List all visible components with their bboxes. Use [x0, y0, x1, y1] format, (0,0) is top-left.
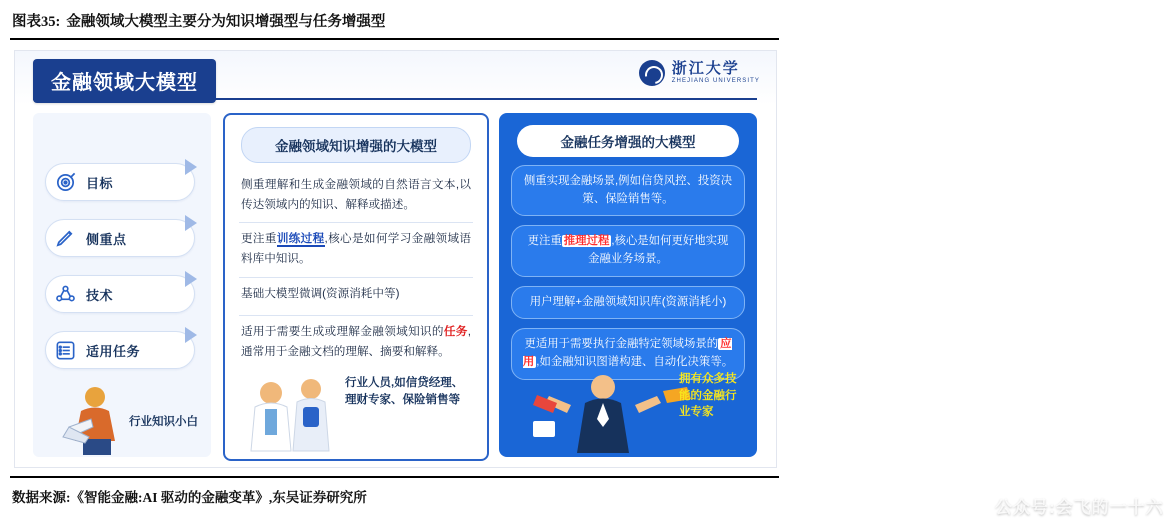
left-item-label: 目标	[86, 175, 114, 191]
left-person-note: 行业知识小白	[129, 416, 198, 428]
arrow-right-icon	[185, 159, 197, 175]
divider-bottom	[10, 476, 779, 478]
left-item-target[interactable]	[45, 163, 195, 201]
people-network-icon	[54, 283, 77, 306]
task-model-panel	[499, 113, 1164, 517]
left-item-tasks[interactable]	[45, 331, 195, 369]
pen-icon	[54, 227, 77, 250]
arrow-right-icon	[185, 215, 197, 231]
middle-person-note: 行业人员,如信贷经理、理财专家、保险销售等	[345, 377, 464, 407]
knowledge-row-tasks: 适用于需要生成或理解金融领域知识的任务,通常用于金融文档的理解、摘要和解释。	[241, 324, 471, 358]
title-underline	[33, 98, 757, 100]
left-item-technology[interactable]	[45, 275, 195, 313]
right-person-note: 拥有众多技能的金融行业专家	[679, 373, 737, 419]
figure-title: 金融领域大模型主要分为知识增强型与任务增强型	[66, 14, 386, 30]
knowledge-model-panel	[223, 113, 489, 461]
task-application-highlight: 应用	[522, 338, 732, 369]
task-pill-technology: 用户理解+金融领域知识库(资源消耗小)	[511, 286, 745, 320]
watermark-dots-icon	[969, 495, 995, 513]
left-item-focus[interactable]	[45, 219, 195, 257]
slide-header	[15, 51, 776, 105]
target-icon	[54, 171, 77, 194]
logo-name-en: ZHEJIANG UNIVERSITY	[671, 77, 760, 84]
knowledge-task-highlight: 任务	[443, 324, 468, 338]
left-item-label: 适用任务	[86, 343, 141, 359]
slide-title: 金融领域大模型	[33, 59, 216, 103]
knowledge-row-goal: 侧重理解和生成金融领域的自然语言文本,以传达领域内的知识、解释或描述。	[239, 169, 473, 223]
left-category-list	[45, 163, 199, 387]
task-focus-highlight: 推理过程	[563, 235, 610, 248]
watermark-text: 公众号:会飞的一十六	[995, 498, 1164, 517]
arrow-right-icon	[185, 327, 197, 343]
arrow-right-icon	[185, 271, 197, 287]
logo-name-cn: 浙江大学	[671, 60, 740, 77]
doctor-advisor-icon	[241, 367, 471, 455]
university-emblem-icon	[639, 60, 665, 86]
task-model-pills	[511, 165, 745, 389]
knowledge-model-rows	[239, 169, 473, 369]
task-model-heading: 金融任务增强的大模型	[517, 125, 739, 157]
knowledge-row-focus: 更注重训练过程,核心是如何学习金融领域语料库中知识。	[239, 223, 473, 277]
task-pill-focus: 更注重 推理过程 ,核心是如何更好地实现金融业务场景。	[511, 225, 745, 276]
arrow-column	[185, 113, 207, 457]
university-logo	[639, 60, 760, 86]
task-pill-goal: 侧重实现金融场景,例如信贷风控、投资决策、保险销售等。	[511, 165, 745, 216]
checklist-icon	[54, 339, 77, 362]
left-item-label: 技术	[86, 287, 114, 303]
logo-text-group	[672, 62, 760, 84]
person-reading-icon	[43, 381, 203, 457]
knowledge-focus-underline: 训练过程	[276, 232, 325, 246]
figure-caption	[12, 10, 777, 31]
knowledge-row-technology: 基础大模型微调(资源消耗中等)	[239, 278, 473, 316]
task-pill-application: 更适用于需要执行金融特定领域场景的 应用 ,如金融知识图谱构建、自动化决策等。	[511, 328, 745, 379]
figure-label: 图表35:	[12, 14, 61, 30]
knowledge-model-heading: 金融领域知识增强的大模型	[241, 127, 471, 163]
left-item-label: 侧重点	[86, 231, 127, 247]
multitasking-expert-icon	[507, 361, 753, 455]
source-note: 数据来源:《智能金融:AI 驱动的金融变革》,东吴证券研究所	[12, 490, 367, 505]
divider-top	[10, 38, 779, 40]
